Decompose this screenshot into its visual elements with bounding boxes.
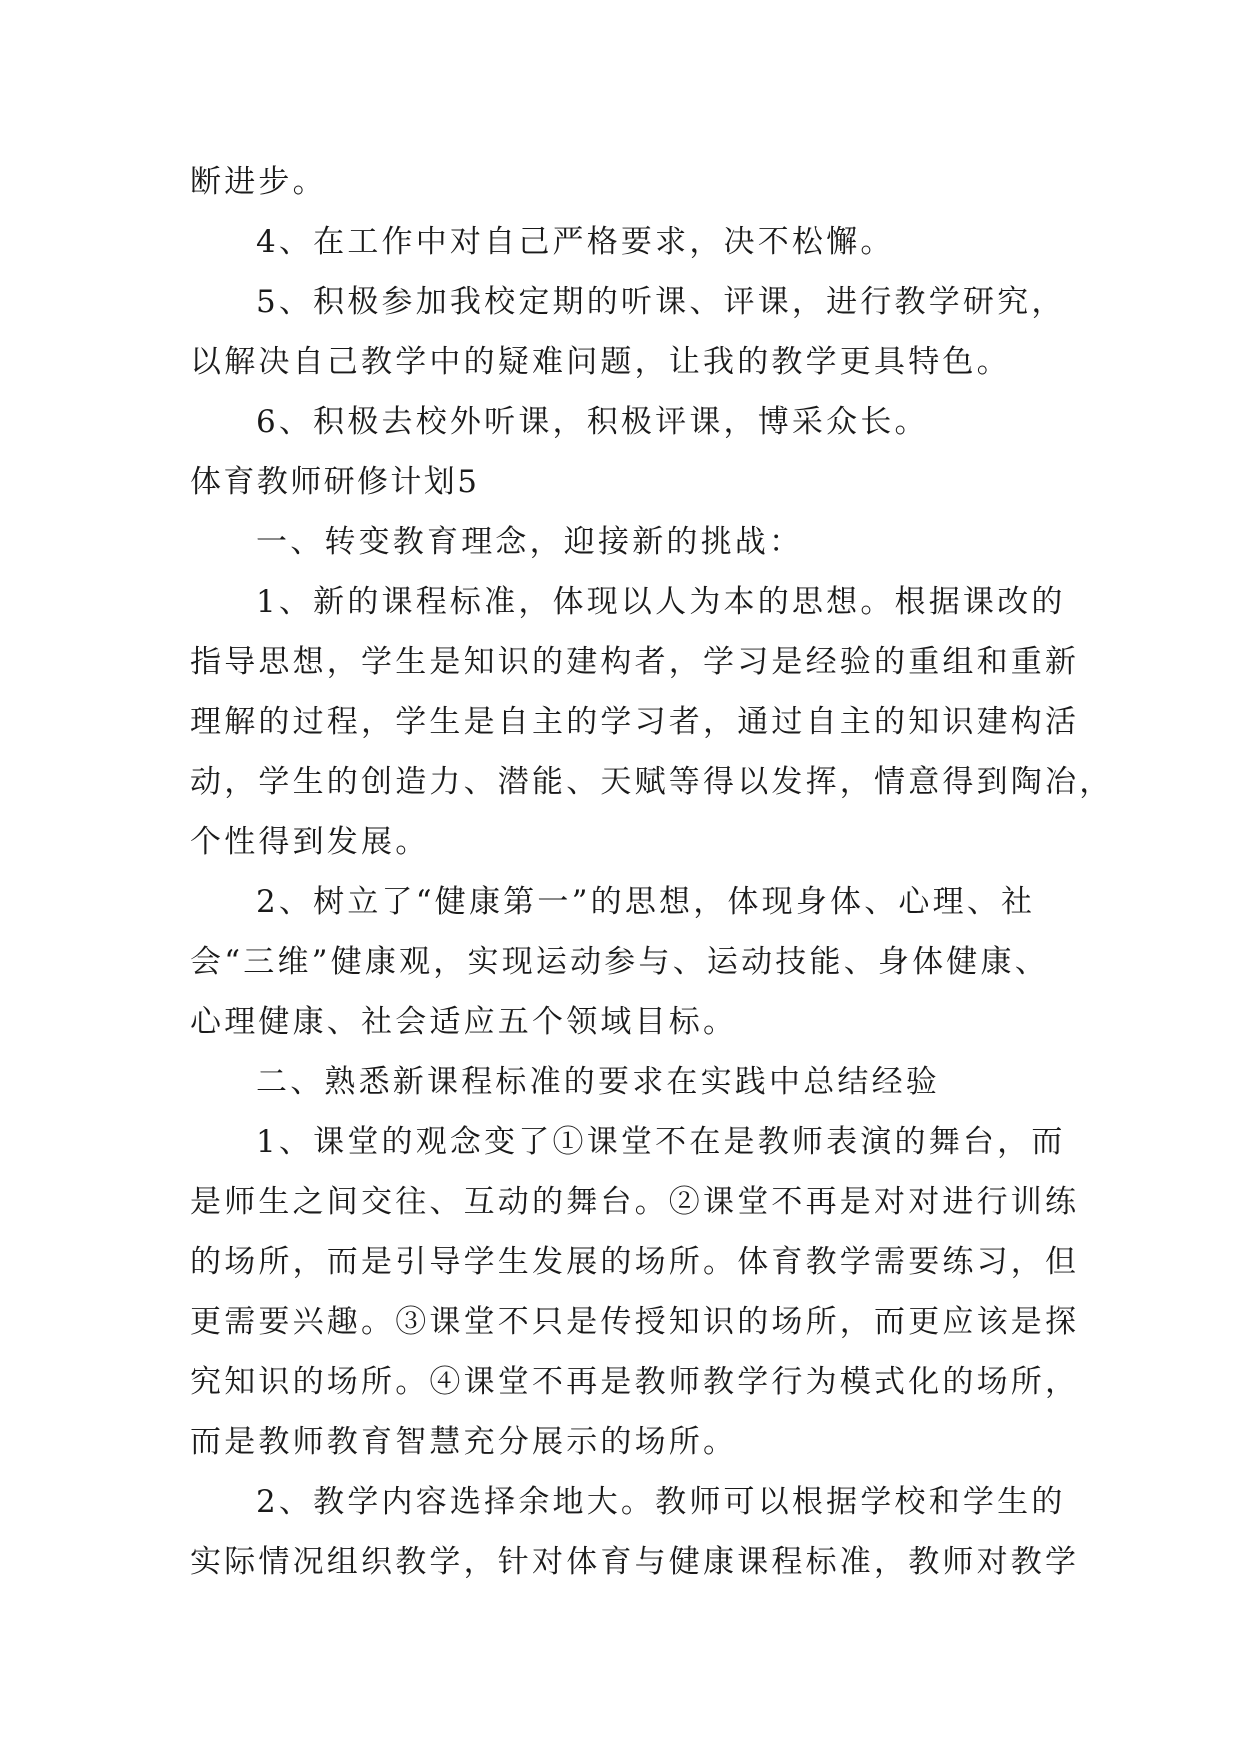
text-line: 心理健康、社会适应五个领域目标。 (190, 1004, 738, 1040)
text-line: 以解决自己教学中的疑难问题，让我的教学更具特色。 (190, 344, 1011, 380)
text-line: 理解的过程，学生是自主的学习者，通过自主的知识建构活 (190, 704, 1080, 740)
text-line: 更需要兴趣。③课堂不只是传授知识的场所，而更应该是探 (190, 1304, 1080, 1340)
text-line: 的场所，而是引导学生发展的场所。体育教学需要练习，但 (190, 1244, 1080, 1280)
text-line: 会“三维”健康观，实现运动参与、运动技能、身体健康、 (190, 944, 1049, 980)
text-line: 2、教学内容选择余地大。教师可以根据学校和学生的 (256, 1484, 1066, 1520)
text-line: 指导思想，学生是知识的建构者，学习是经验的重组和重新 (190, 644, 1080, 680)
text-line: 一、转变教育理念，迎接新的挑战： (256, 524, 804, 560)
text-line: 4、在工作中对自己严格要求，决不松懈。 (256, 224, 895, 260)
text-line: 动，学生的创造力、潜能、天赋等得以发挥，情意得到陶冶， (190, 764, 1114, 800)
section-heading: 体育教师研修计划5 (190, 464, 480, 500)
text-line: 1、新的课程标准，体现以人为本的思想。根据课改的 (256, 584, 1066, 620)
text-line: 断进步。 (190, 164, 327, 200)
text-line: 6、积极去校外听课，积极评课，博采众长。 (256, 404, 929, 440)
text-line: 是师生之间交往、互动的舞台。②课堂不再是对对进行训练 (190, 1184, 1080, 1220)
text-line: 而是教师教育智慧充分展示的场所。 (190, 1424, 738, 1460)
text-line: 5、积极参加我校定期的听课、评课，进行教学研究， (256, 284, 1066, 320)
text-line: 1、课堂的观念变了①课堂不在是教师表演的舞台，而 (256, 1124, 1066, 1160)
text-line: 个性得到发展。 (190, 824, 430, 860)
text-line: 2、树立了“健康第一”的思想，体现身体、心理、社 (256, 884, 1036, 920)
text-line: 究知识的场所。④课堂不再是教师教学行为模式化的场所， (190, 1364, 1080, 1400)
document-body (190, 152, 1114, 1592)
text-line: 实际情况组织教学，针对体育与健康课程标准，教师对教学 (190, 1544, 1080, 1580)
text-line: 二、熟悉新课程标准的要求在实践中总结经验 (256, 1064, 940, 1100)
